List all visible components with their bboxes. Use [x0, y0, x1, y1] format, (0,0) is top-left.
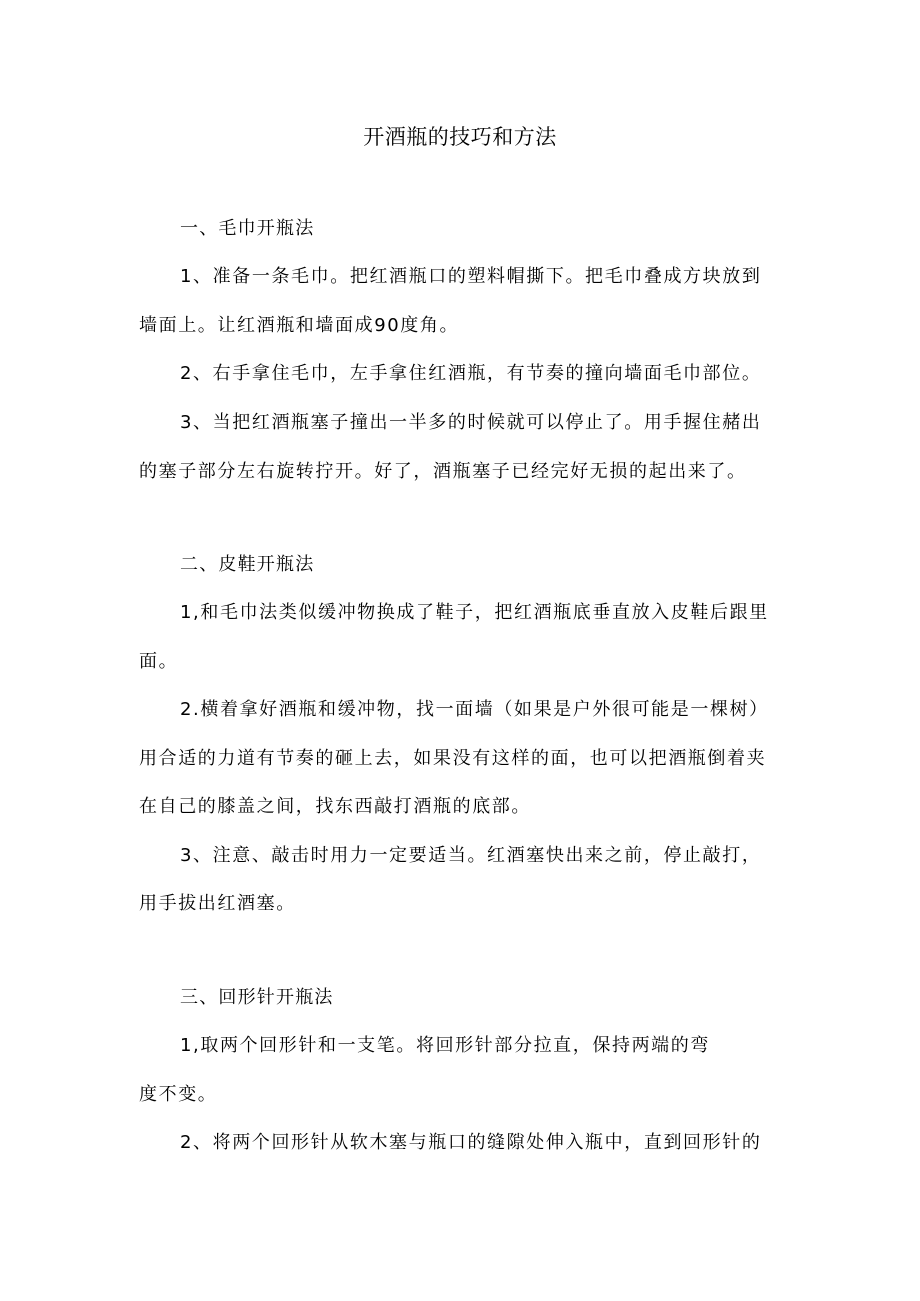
- paragraph-line: 用合适的力道有节奏的砸上去，如果没有这样的面，也可以把酒瓶倒着夹: [139, 748, 767, 769]
- section-heading-towel: 一、毛巾开瓶法: [180, 218, 315, 239]
- paragraph-line: 墙面上。让红酒瓶和墙面成90度角。: [139, 315, 460, 336]
- paragraph-line: 1,取两个回形针和一支笔。将回形针部分拉直，保持两端的弯: [180, 1035, 710, 1056]
- paragraph-line: 用手拔出红酒塞。: [139, 893, 296, 914]
- paragraph-line: 在自己的膝盖之间，找东西敲打酒瓶的底部。: [139, 796, 531, 817]
- paragraph-line: 1,和毛巾法类似缓冲物换成了鞋子，把红酒瓶底垂直放入皮鞋后跟里: [180, 602, 769, 623]
- page-title: 开酒瓶的技巧和方法: [363, 125, 557, 149]
- paragraph-line: 的塞子部分左右旋转拧开。好了，酒瓶塞子已经完好无损的起出来了。: [139, 461, 747, 482]
- paragraph-line: 面。: [139, 651, 179, 672]
- paragraph-line: 3、当把红酒瓶塞子撞出一半多的时候就可以停止了。用手握住赭出: [180, 412, 762, 433]
- paragraph-line: 2、将两个回形针从软木塞与瓶口的缝隙处伸入瓶中，直到回形针的: [180, 1132, 762, 1153]
- paragraph-line: 2.横着拿好酒瓶和缓冲物，找一面墙（如果是户外很可能是一棵树）: [180, 699, 769, 720]
- section-heading-shoe: 二、皮鞋开瓶法: [180, 554, 315, 575]
- paragraph-line: 1、准备一条毛巾。把红酒瓶口的塑料帽撕下。把毛巾叠成方块放到: [180, 266, 762, 287]
- paragraph-line: 3、注意、敲击时用力一定要适当。红酒塞快出来之前，停止敲打，: [180, 845, 762, 866]
- paragraph-line: 2、右手拿住毛巾，左手拿住红酒瓶，有节奏的撞向墙面毛巾部位。: [180, 363, 762, 384]
- paragraph-line: 度不变。: [139, 1084, 218, 1105]
- section-heading-paperclip: 三、回形针开瓶法: [180, 987, 334, 1008]
